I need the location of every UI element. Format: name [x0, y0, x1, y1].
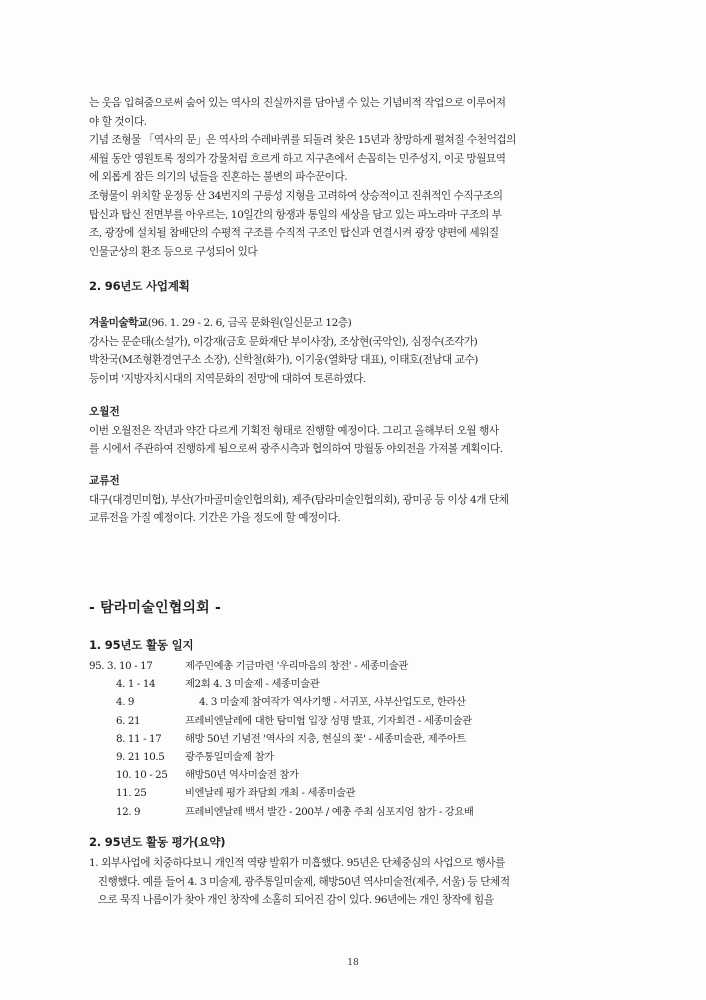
log-date: 6. 21	[116, 714, 141, 727]
winter-school-title: 겨울미술학교	[89, 317, 148, 329]
log-entry	[89, 803, 649, 821]
may-show-title: 오월전	[89, 406, 120, 418]
page-number: 18	[347, 958, 359, 968]
log-entry	[89, 784, 649, 802]
log-date: 95. 3. 10 - 17	[89, 660, 153, 672]
intro-line: 야 할 것이다.	[89, 115, 147, 128]
tamra-log-heading: 1. 95년도 활동 일지	[89, 638, 194, 652]
plan96-heading-block	[89, 278, 629, 294]
intro-line: 에 외롭게 잠든 의기의 넋들을 진혼하는 불변의 파수꾼이다.	[89, 171, 348, 184]
tamra-section-title-block	[89, 597, 629, 617]
intro-line: 세월 동안 영원토록 정의가 강물처럼 흐르게 하고 지구촌에서 손꼽히는 민주성지, 이곳 망월묘역	[89, 152, 506, 165]
log-text: 프레비엔날레 백서 발간 - 200부 / 예총 주최 심포지엄 참가 - 강요배	[185, 805, 474, 818]
may-show-block	[89, 403, 629, 459]
log-date: 10. 10 - 25	[116, 769, 168, 782]
tamra-eval-heading-block	[89, 834, 629, 850]
intro-line: 는 웃음 입혀줌으로써 숨어 있는 역사의 진실까지를 담아낼 수 있는 기념비적 작업으로 이루어져	[89, 97, 506, 109]
log-entry	[89, 730, 649, 748]
intro-line: 조형물이 위치할 운정동 산 34번지의 구릉성 지형을 고려하여 상승적이고 진취적인 수직구조의	[89, 189, 503, 202]
exchange-show-title: 교류전	[89, 475, 120, 487]
log-entry	[89, 657, 649, 675]
log-entry	[89, 748, 649, 766]
activity-log	[89, 657, 649, 821]
winter-school-date: (96. 1. 29 - 2. 6, 금곡 문화원(일신문고 12층)	[147, 317, 352, 329]
eval-line: 으로 묵직 나름이가 찾아 개인 창작에 소홀히 되어진 감이 있다. 96년에는 개인 창작에 힘을	[89, 894, 494, 907]
plan96-heading: 2. 96년도 사업계획	[89, 279, 190, 293]
winter-school-block	[89, 314, 629, 388]
intro-line: 기념 조형물 「역사의 문」은 역사의 수레바퀴를 되돌려 찾은 15년과 창망하게 펼쳐질 수천억겁의	[89, 134, 516, 147]
may-show-line: 이번 오월전은 작년과 약간 다르게 기획전 형태로 진행할 예정이다. 그리고 올해부터 오월 행사	[89, 424, 499, 437]
intro-line: 조, 광장에 설치될 참배단의 수평적 구조를 수직적 구조인 탑신과 연결시켜 광장 양편에 세워질	[89, 227, 499, 240]
tamra-log-heading-block	[89, 637, 629, 653]
log-date: 11. 25	[116, 787, 147, 800]
log-entry	[89, 693, 649, 711]
exchange-show-line: 교류전을 가질 예정이다. 기간은 가을 정도에 할 예정이다.	[89, 512, 341, 525]
winter-school-line: 강사는 문순태(소설가), 이강재(금호 문화재단 부이사장), 조상현(국악인), 심정수(조각가)	[89, 335, 478, 348]
log-text: 광주통일미술제 참가	[185, 750, 274, 763]
log-text: 해방50년 역사미술전 참가	[185, 769, 299, 782]
exchange-show-block	[89, 472, 629, 528]
log-date: 4. 9	[116, 696, 135, 709]
log-date: 4. 1 - 14	[116, 678, 156, 691]
log-text: 프레비엔날레에 대한 탐미협 입장 성명 발표, 기자회견 - 세종미술관	[185, 714, 472, 727]
log-text: 제2회 4. 3 미술제 - 세종미술관	[185, 678, 320, 691]
log-text: 4. 3 미술제 참여작가 역사기행 - 서귀포, 사부산업도로, 한라산	[199, 696, 466, 709]
tamra-eval-body	[89, 854, 629, 910]
intro-line: 인물군상의 환조 등으로 구성되어 있다	[89, 245, 258, 258]
may-show-line: 를 시에서 주관하여 진행하게 됨으로써 광주시측과 협의하여 망월동 야외전을 가져볼 계획이다.	[89, 443, 503, 456]
log-entry	[89, 675, 649, 693]
log-date: 9. 21 10.5	[116, 750, 165, 763]
eval-line: 진행했다. 예를 들어 4. 3 미술제, 광주통일미술제, 해방50년 역사미술전(제주, 서울) 등 단체적	[89, 875, 510, 888]
intro-paragraph	[89, 94, 629, 261]
log-entry	[89, 712, 649, 730]
tamra-section-title: - 탐라미술인협의회 -	[89, 600, 221, 616]
winter-school-line	[89, 314, 629, 333]
log-text: 제주민예총 기금마련 '우리마음의 창전' - 세종미술관	[185, 660, 408, 672]
winter-school-line: 박찬국(M조형환경연구소 소장), 신학철(화가), 이기웅(열화당 대표), 이태호(전남대 교수)	[89, 354, 478, 367]
log-entry	[89, 766, 649, 784]
tamra-eval-heading: 2. 95년도 활동 평가(요약)	[89, 835, 226, 849]
log-text: 해방 50년 기념전 '역사의 지층, 현실의 꽃' - 세종미술관, 제주아트	[185, 732, 466, 745]
log-text: 비엔날레 평가 좌담회 개최 - 세종미술관	[185, 787, 356, 800]
eval-line: 1. 외부사업에 치중하다보니 개인적 역량 발휘가 미흡했다. 95년은 단체중심의 사업으로 행사를	[89, 857, 505, 869]
intro-line: 탑신과 탑신 전면부를 아우르는, 10일간의 항쟁과 통일의 세상을 담고 있는 파노라마 구조의 부	[89, 208, 502, 221]
log-date: 12. 9	[116, 805, 141, 818]
exchange-show-line: 대구(대경민미협), 부산(가마골미술인협의회), 제주(탐라미술인협의회), 광미공 등 이상 4개 단체	[89, 493, 509, 506]
log-date: 8. 11 - 17	[116, 732, 162, 745]
winter-school-line: 등이며 '지방자치시대의 지역문화의 전망'에 대하여 토론하였다.	[89, 372, 366, 385]
